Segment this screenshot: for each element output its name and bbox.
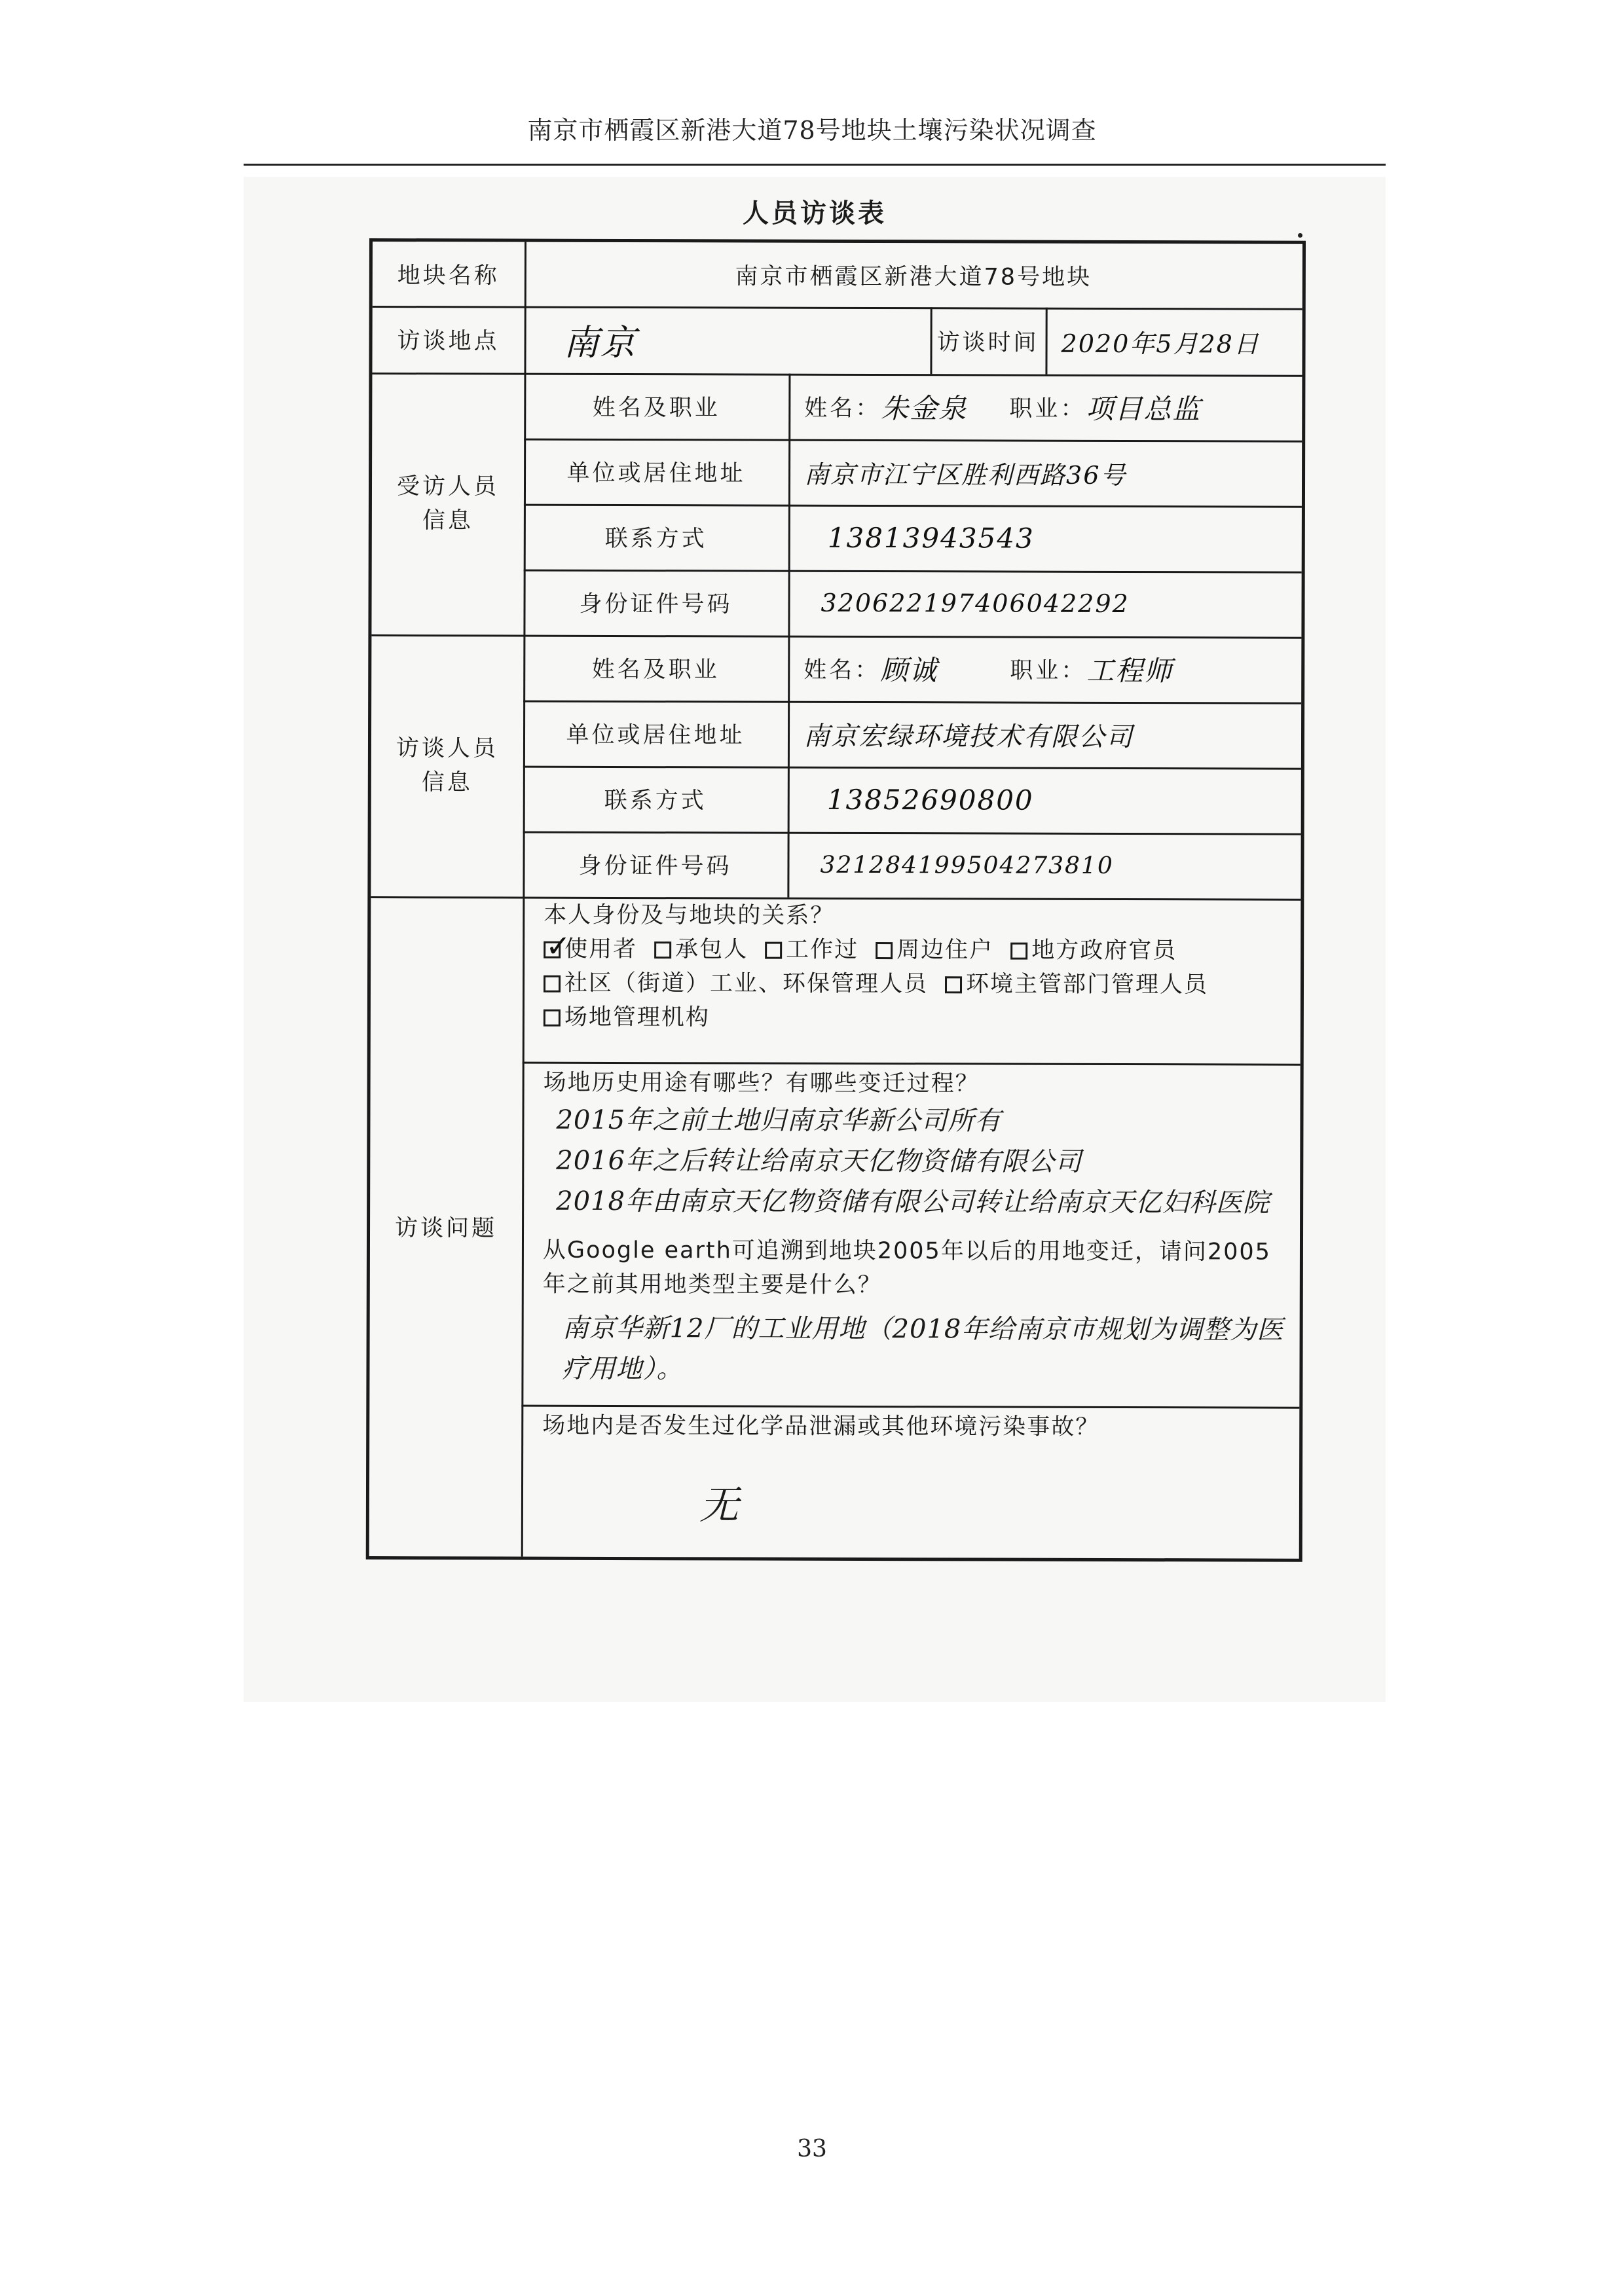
row-line <box>523 1062 1301 1066</box>
interviewer-contact-value: 13852690800 <box>826 783 1034 816</box>
interviewee-id-label: 身份证件号码 <box>579 591 733 618</box>
interviewer-job-value: 工程师 <box>1086 654 1173 687</box>
row-line <box>521 1405 1299 1409</box>
interviewer-name-job-cell <box>788 636 1301 702</box>
interviewee-section-label: 受访人员信息 <box>396 473 500 534</box>
question-3-block <box>542 1233 1289 1391</box>
interviewee-name-value: 朱金泉 <box>881 392 968 425</box>
q1-option <box>765 933 858 967</box>
q1-option-label: 承包人 <box>675 936 748 963</box>
interviewer-section-label: 访谈人员信息 <box>396 735 499 796</box>
site-name-value: 南京市栖霞区新港大道78号地块 <box>735 263 1092 291</box>
interviewee-job-value: 项目总监 <box>1086 392 1202 426</box>
q1-option <box>654 932 748 966</box>
q1-option-label: 场地管理机构 <box>564 1004 710 1031</box>
checkbox <box>654 941 671 958</box>
q2-answer-3: 2018年由南京天亿物资储有限公司转让给南京天亿妇科医院 <box>556 1186 1270 1218</box>
q1-option-label: 社区（街道）工业、环保管理人员 <box>564 970 929 998</box>
question-4: 场地内是否发生过化学品泄漏或其他环境污染事故？ <box>542 1412 1100 1440</box>
interviewee-name-job-cell <box>788 374 1302 441</box>
header-rule <box>244 164 1386 166</box>
q1-option <box>544 1000 710 1035</box>
interviewer-name-value: 顾诚 <box>880 654 938 687</box>
interview-form-table <box>366 238 1306 1562</box>
checkbox <box>544 1010 561 1027</box>
time-label: 访谈时间 <box>936 329 1039 356</box>
question-2: 场地历史用途有哪些？有哪些变迁过程？ <box>543 1069 980 1097</box>
interviewer-id-value: 321284199504273810 <box>820 851 1114 879</box>
interviewee-contact-value: 13813943543 <box>827 521 1035 555</box>
q1-option-label: 地方政府官员 <box>1031 937 1177 964</box>
q1-option <box>945 967 1208 1002</box>
q1-option <box>544 966 928 1002</box>
q1-option <box>876 933 993 967</box>
question-3: 从Google earth可追溯到地块2005年以后的用地变迁，请问2005年之前其用地类型主要是什么？ <box>542 1237 1271 1299</box>
speck-dot <box>1298 233 1302 238</box>
checkbox <box>945 976 962 993</box>
q3-answer: 南京华新12厂的工业用地（2018年给南京市规划为调整为医疗用地）。 <box>562 1313 1284 1385</box>
q1-option <box>544 932 637 966</box>
site-name-label: 地块名称 <box>397 263 500 289</box>
q1-option-label: 周边住户 <box>896 937 994 964</box>
checkbox <box>765 942 782 959</box>
q1-option <box>1010 934 1177 968</box>
checked-checkbox <box>544 941 561 958</box>
q1-option-label: 工作过 <box>786 936 859 963</box>
interviewee-job-prefix: 职业： <box>1009 395 1086 422</box>
q2-answer-2: 2016年之后转让给南京天亿物资储有限公司 <box>556 1145 1082 1177</box>
location-label: 访谈地点 <box>397 328 500 355</box>
interviewee-name-prefix: 姓名： <box>804 395 881 422</box>
question-1-block <box>544 898 1291 1036</box>
interviewer-id-label: 身份证件号码 <box>578 852 732 880</box>
interviewer-name-prefix: 姓名： <box>803 657 881 684</box>
interviewer-job-prefix: 职业： <box>1010 657 1087 684</box>
interviewee-id-value: 320622197406042292 <box>821 588 1130 619</box>
question-2-block <box>543 1066 1290 1224</box>
q1-option-label: 环境主管部门管理人员 <box>965 971 1209 998</box>
checkbox <box>1010 943 1027 960</box>
running-header: 南京市栖霞区新港大道78号地块土壤污染状况调查 <box>527 116 1097 145</box>
q1-options <box>544 932 1290 1036</box>
interviewee-name-job-label: 姓名及职业 <box>592 394 720 422</box>
form-title: 人员访谈表 <box>743 198 887 228</box>
interviewer-contact-label: 联系方式 <box>604 787 707 814</box>
page-number: 33 <box>797 2136 827 2162</box>
questions-section-label: 访谈问题 <box>394 1215 498 1242</box>
checkbox <box>876 942 893 959</box>
interviewer-address-value: 南京宏绿环境技术有限公司 <box>803 721 1134 752</box>
q2-answer-1: 2015年之前土地归南京华新公司所有 <box>556 1104 1002 1137</box>
interviewee-address-value: 南京市江宁区胜利西路36号 <box>804 460 1127 490</box>
interviewer-address-label: 单位或居住地址 <box>566 721 745 749</box>
q4-answer: 无 <box>699 1482 740 1529</box>
checkbox <box>544 975 561 993</box>
scanned-form-image <box>244 177 1386 1702</box>
time-value: 2020年5月28日 <box>1061 329 1260 359</box>
interviewer-name-job-label: 姓名及职业 <box>591 656 720 683</box>
question-4-block <box>542 1409 1289 1527</box>
question-1: 本人身份及与地块的关系？ <box>544 902 835 929</box>
q1-option-label: 使用者 <box>564 936 638 963</box>
location-value: 南京 <box>563 321 637 363</box>
interviewee-address-label: 单位或居住地址 <box>566 460 746 487</box>
interviewee-contact-label: 联系方式 <box>604 525 707 553</box>
